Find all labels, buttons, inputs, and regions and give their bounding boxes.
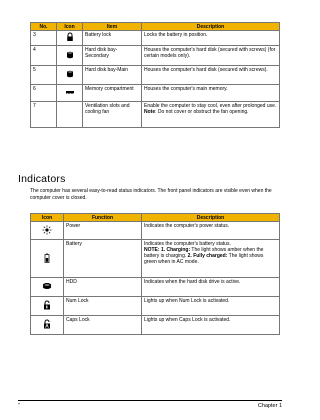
- indicators-table: [30, 213, 280, 335]
- header-icon: Icon: [57, 23, 83, 31]
- header-icon: Icon: [31, 214, 64, 222]
- header-description: Description: [142, 23, 280, 31]
- row-description: Houses the computer's main memory.: [142, 85, 280, 102]
- lock-icon: [65, 32, 75, 42]
- footer-divider: [18, 400, 282, 401]
- note-label: Note: [144, 109, 156, 115]
- power-icon: [42, 225, 52, 235]
- header-item: Item: [83, 23, 142, 31]
- table-row: [31, 222, 280, 240]
- table-row: [31, 240, 280, 278]
- memory-icon: [65, 87, 75, 97]
- header-description: Description: [142, 214, 280, 222]
- section-title: Indicators: [18, 173, 66, 185]
- row-description: [142, 102, 280, 128]
- row-function: Power: [64, 222, 142, 240]
- row-item: Ventilation slots and cooling fan: [83, 102, 142, 128]
- indicators-table-header: [31, 214, 280, 222]
- parts-table-header: [31, 23, 280, 31]
- table-row: [31, 278, 280, 297]
- row-description: Indicates when the hard disk drive is active.: [142, 278, 280, 297]
- footer-page-mark: ": [18, 403, 20, 409]
- row-no: 7: [31, 102, 57, 128]
- table-row: [31, 46, 280, 66]
- table-row: [31, 297, 280, 316]
- row-description: Lights up when Num Lock is activated.: [142, 297, 280, 316]
- footer-chapter: Chapter 1: [257, 403, 282, 409]
- row-no: 4: [31, 46, 57, 66]
- header-no: No.: [31, 23, 57, 31]
- note-text: The light shows amber when the battery is charging.: [144, 247, 264, 259]
- row-item: Hard disk bay-Secondary: [83, 46, 142, 66]
- row-description-text: Indicates the computer's battery status.: [144, 241, 231, 247]
- hdd-icon: [42, 281, 52, 291]
- row-description: Houses the computer's hard disk (secured with screws) (for certain models only).: [142, 46, 280, 66]
- empty-icon-cell: [57, 102, 83, 128]
- row-no: 5: [31, 66, 57, 85]
- parts-table: [30, 22, 280, 128]
- row-function: HDD: [64, 278, 142, 297]
- hard-disk-icon: [65, 69, 75, 79]
- row-description: Locks the battery in position.: [142, 31, 280, 46]
- note-label: 2. Fully charged:: [187, 253, 228, 259]
- row-description: [142, 240, 280, 278]
- note-text: The light shows green when in AC mode.: [144, 253, 264, 265]
- row-description-text: Enable the computer to stay cool, even after prolonged use.: [144, 103, 277, 109]
- row-description: Indicates the computer's power status.: [142, 222, 280, 240]
- table-row: [31, 102, 280, 128]
- row-no: 3: [31, 31, 57, 46]
- table-row: [31, 66, 280, 85]
- row-description: Lights up when Caps Lock is activated.: [142, 316, 280, 335]
- hard-disk-icon: [65, 50, 75, 60]
- row-function: Caps Lock: [64, 316, 142, 335]
- row-item: Battery lock: [83, 31, 142, 46]
- note-label: NOTE: 1. Charging:: [144, 247, 191, 253]
- row-item: Memory compartment: [83, 85, 142, 102]
- table-row: [31, 31, 280, 46]
- row-function: Num Lock: [64, 297, 142, 316]
- row-no: 6: [31, 85, 57, 102]
- row-item: Hard disk bay-Main: [83, 66, 142, 85]
- battery-icon: [42, 253, 52, 263]
- caps-lock-icon: [42, 319, 52, 329]
- row-function: Battery: [64, 240, 142, 278]
- note-text: : Do not cover or obstruct the fan opening.: [155, 109, 249, 115]
- header-function: Function: [64, 214, 142, 222]
- row-description: Houses the computer's hard disk (secured with screws).: [142, 66, 280, 85]
- table-row: [31, 85, 280, 102]
- num-lock-icon: [42, 300, 52, 310]
- table-row: [31, 316, 280, 335]
- section-intro: The computer has several easy-to-read status indicators. The front panel indicators are visible even when the computer cover is closed.: [30, 188, 272, 201]
